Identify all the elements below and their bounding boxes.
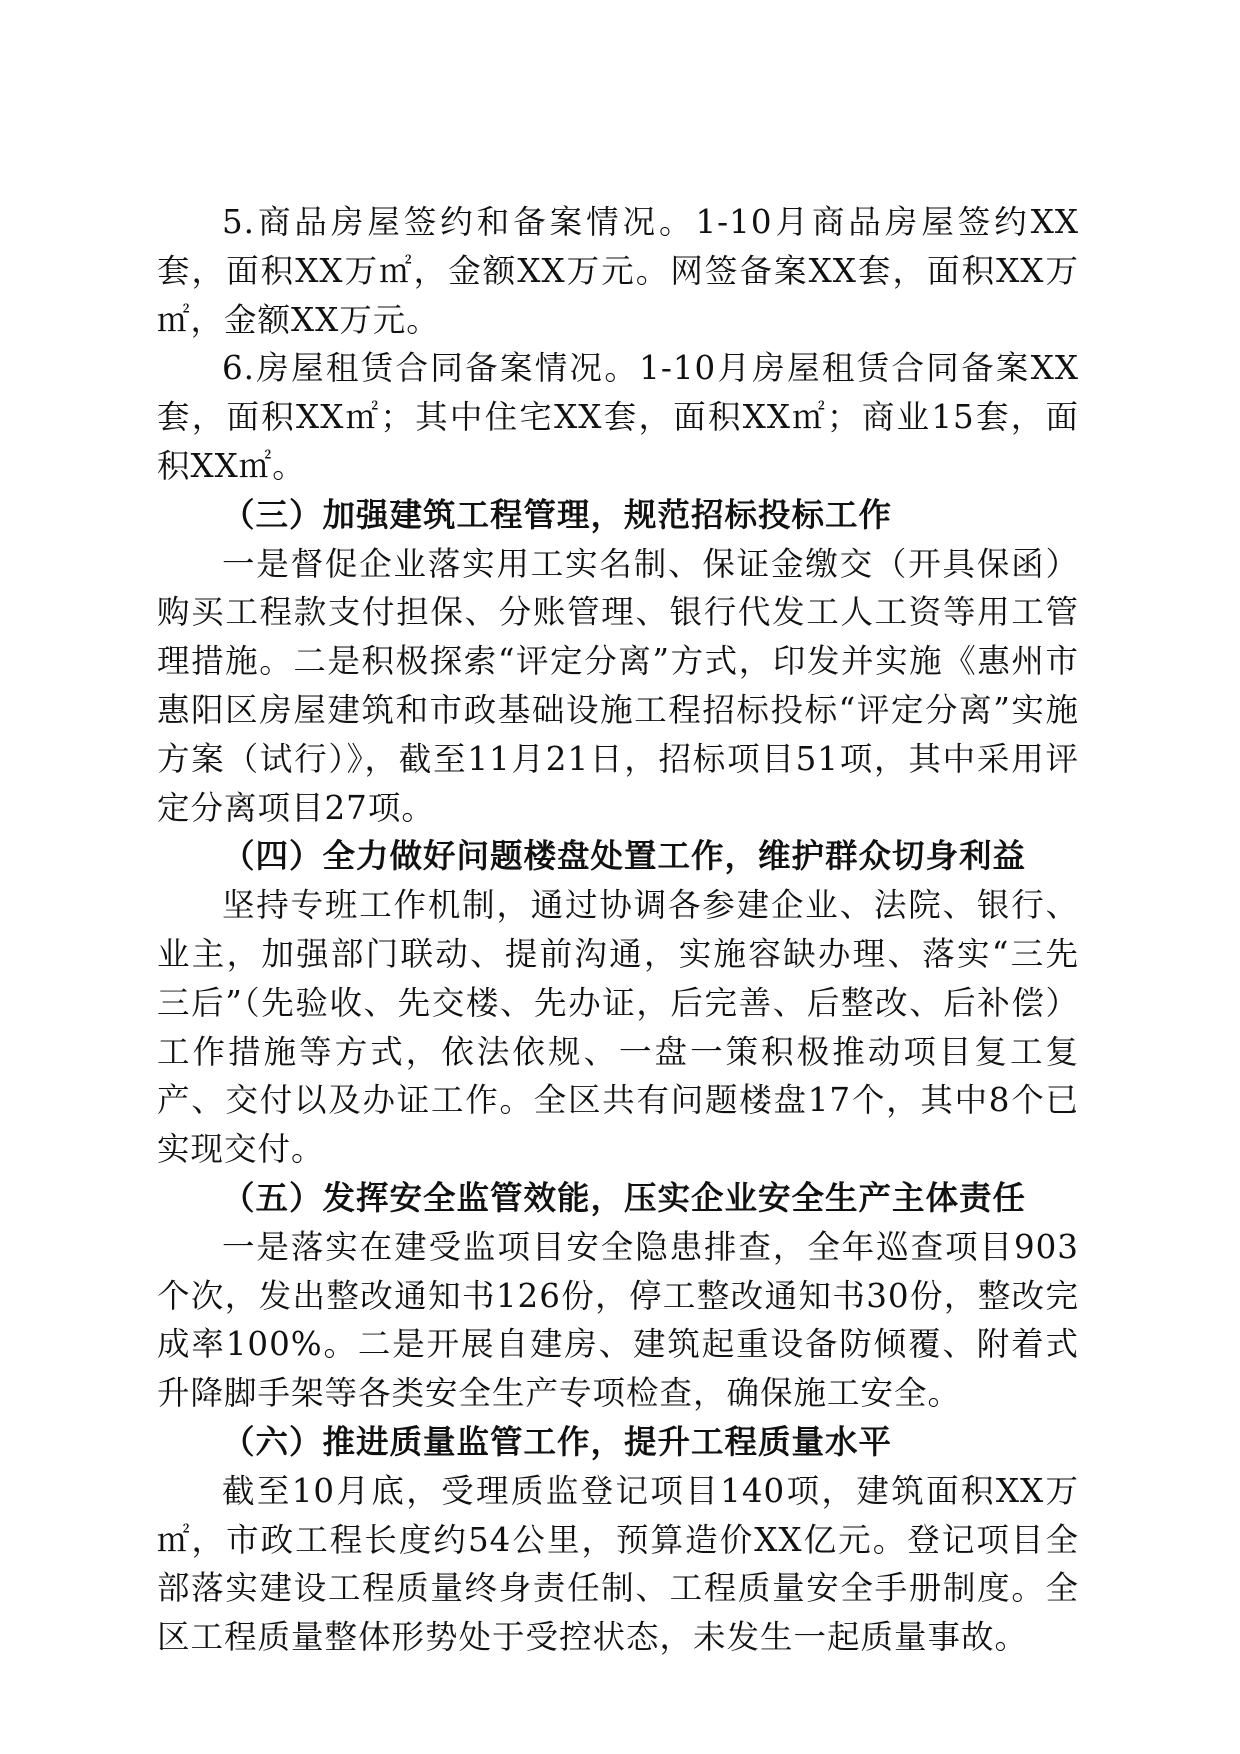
paragraph-construction-bidding: 一是督促企业落实用工实名制、保证金缴交（开具保函）购买工程款支付担保、分账管理、银行代发工人工资等用工管理措施。二是积极探索“评定分离”方式，印发并实施《惠州市惠阳区房屋建筑和市政基础设施工程招标投标“评定分离”实施方案（试行）》，截至11月21日，招标项目51项，其中采用评定分离项目27项。 xyxy=(157,544,1079,827)
paragraph-housing-sales-filing: 5.商品房屋签约和备案情况。1-10月商品房屋签约XX套，面积XX万㎡，金额XX万元。网签备案XX套，面积XX万㎡，金额XX万元。 xyxy=(157,203,1079,339)
paragraph-problem-properties: 坚持专班工作机制，通过协调各参建企业、法院、银行、业主，加强部门联动、提前沟通，实施容缺办理、落实“三先三后”（先验收、先交楼、先办证，后完善、后整改、后补偿）工作措施等方式，依法依规、一盘一策积极推动项目复工复产、交付以及办证工作。全区共有问题楼盘17个，其中8个已实现交付。 xyxy=(157,886,1079,1169)
section-heading-problem-properties: （四）全力做好问题楼盘处置工作，维护群众切身利益 xyxy=(222,836,1027,876)
section-heading-quality-supervision: （六）推进质量监管工作，提升工程质量水平 xyxy=(222,1421,893,1461)
paragraph-quality-supervision: 截至10月底，受理质监登记项目140项，建筑面积XX万㎡，市政工程长度约54公里，预算造价XX亿元。登记项目全部落实建设工程质量终身责任制、工程质量安全手册制度。全区工程质量整体形势处于受控状态，未发生一起质量事故。 xyxy=(157,1471,1079,1657)
paragraph-safety-supervision: 一是落实在建受监项目安全隐患排查，全年巡查项目903个次，发出整改通知书126份，停工整改通知书30份，整改完成率100%。二是开展自建房、建筑起重设备防倾覆、附着式升降脚手架等各类安全生产专项检查，确保施工安全。 xyxy=(157,1227,1079,1413)
document-page xyxy=(157,198,1079,1662)
section-heading-safety-supervision: （五）发挥安全监管效能，压实企业安全生产主体责任 xyxy=(222,1177,1027,1217)
paragraph-rental-contract-filing: 6.房屋租赁合同备案情况。1-10月房屋租赁合同备案XX套，面积XX㎡；其中住宅XX套，面积XX㎡；商业15套，面积XX㎡。 xyxy=(157,349,1079,485)
section-heading-construction-bidding: （三）加强建筑工程管理，规范招标投标工作 xyxy=(222,494,893,534)
